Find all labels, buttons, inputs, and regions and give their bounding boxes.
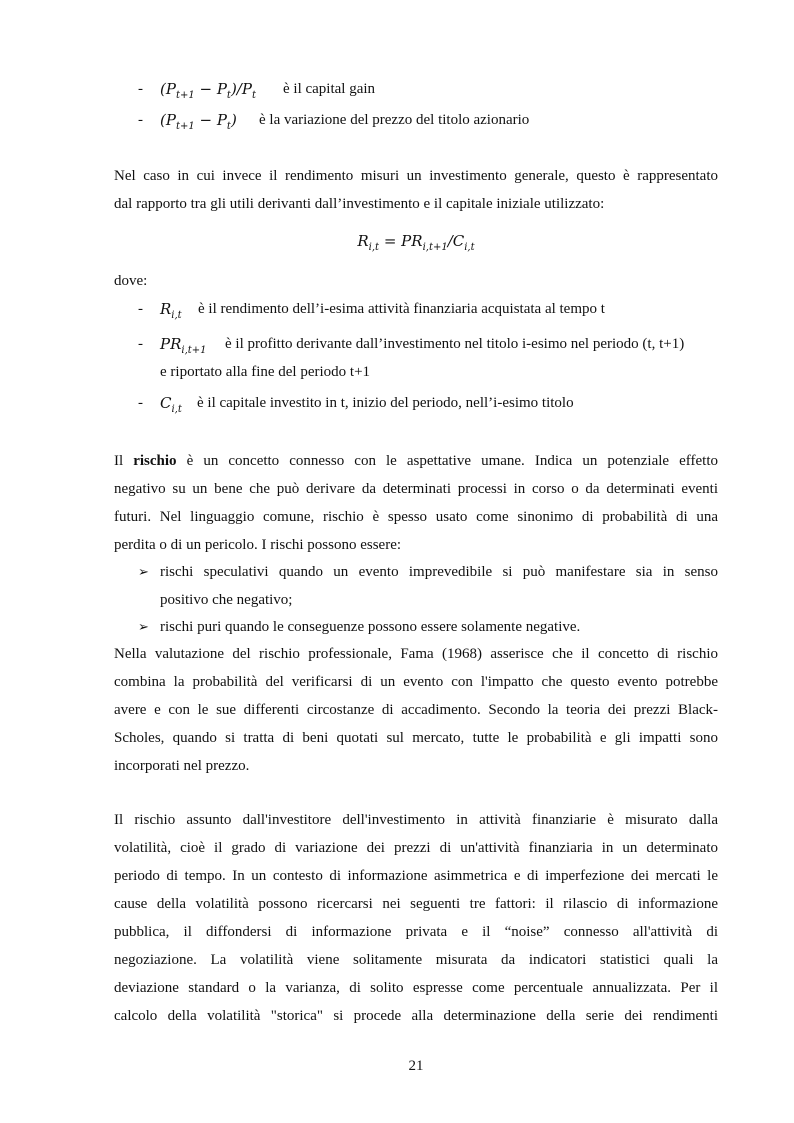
paragraph-line: volatilità, cioè il grado di variazione dei prezzi di un'attività finanziaria in un determinato — [114, 840, 718, 856]
bullet-dash: - — [138, 301, 143, 317]
arrow-bullet-icon: ➢ — [138, 564, 149, 579]
formula: $PR_{i,t+1}$ — [160, 335, 207, 356]
bullet-text: è la variazione del prezzo del titolo azionario — [259, 112, 530, 128]
paragraph-line: cause della volatilità possono ricercarsi nei seguenti tre fattori: il rilascio di informazione — [114, 896, 718, 912]
paragraph-line: pubblica, il diffondersi di informazione privata e il “noise” connesso all'attività di — [114, 924, 718, 940]
bullet-dash: - — [138, 336, 143, 352]
paragraph-line: avere e con le sue differenti circostanze di accadimento. Secondo la teoria dei prezzi Black- — [114, 702, 718, 718]
paragraph-line: negativo su un bene che può derivare da determinati processi in corso o da determinati eventi — [114, 481, 718, 497]
def-text: è il rendimento dell’i-esima attività finanziaria acquistata al tempo t — [198, 301, 605, 317]
equation: $R_{i,t} = PR_{i,t+1}/C_{i,t}$ — [357, 232, 475, 253]
def-text: è il capitale investito in t, inizio del periodo, nell’i-esimo titolo — [197, 395, 574, 411]
price-change-formula: $(P_{t+1} - P_t)$ — [160, 111, 237, 132]
def-text-cont: e riportato alla fine del periodo t+1 — [160, 364, 371, 380]
paragraph-line: Il rischio assunto dall'investitore dell'investimento in attività finanziarie è misurato dalla — [114, 812, 718, 828]
formula — [160, 79, 256, 106]
paragraph-line: combina la probabilità del verificarsi di un evento con l'impatto che questo evento potrebbe — [114, 674, 718, 690]
paragraph-line: Nel caso in cui invece il rendimento misuri un investimento generale, questo è rappresentato — [114, 168, 718, 184]
bullet-dash: - — [138, 395, 143, 411]
arrow-text: rischi speculativi quando un evento imprevedibile si può manifestare sia in senso — [160, 564, 718, 580]
formula: $R_{i,t}$ — [160, 300, 182, 321]
bullet-text: è il capital gain — [283, 81, 376, 97]
paragraph-line: deviazione standard o la varianza, di solito espresse come percentuale annualizzata. Per il — [114, 980, 718, 996]
paragraph-line: calcolo della volatilità "storica" si procede alla determinazione della serie dei rendimenti — [114, 1008, 718, 1024]
page-number: 21 — [408, 1058, 424, 1074]
arrow-text: rischi puri quando le conseguenze possono essere solamente negative. — [160, 619, 581, 635]
bullet-dash: - — [138, 112, 143, 128]
arrow-text-cont: positivo che negativo; — [160, 592, 293, 608]
paragraph-line: Scholes, quando si tratta di beni quotati sul mercato, tutte le probabilità e gli impatti sono — [114, 730, 718, 746]
paragraph-line: dal rapporto tra gli utili derivanti dall’investimento e il capitale iniziale utilizzato: — [114, 196, 605, 212]
dove-label: dove: — [114, 273, 148, 289]
paragraph-line: futuri. Nel linguaggio comune, rischio è spesso usato come sinonimo di probabilità di una — [114, 509, 718, 525]
formula — [160, 110, 237, 137]
paragraph-line: incorporati nel prezzo. — [114, 758, 250, 774]
paragraph-line: Il rischio è un concetto connesso con le aspettative umane. Indica un potenziale effetto — [114, 453, 718, 469]
bullet-dash: - — [138, 81, 143, 97]
def-text: è il profitto derivante dall’investimento nel titolo i-esimo nel periodo (t, t+1) — [225, 336, 685, 352]
rischio-term: rischio — [133, 453, 177, 469]
paragraph-line: negoziazione. La volatilità viene solitamente misurata da indicatori statistici quali la — [114, 952, 718, 968]
paragraph-line: Nella valutazione del rischio professionale, Fama (1968) asserisce che il concetto di rischio — [114, 646, 718, 662]
paragraph-line: perdita o di un pericolo. I rischi possono essere: — [114, 537, 402, 553]
arrow-bullet-icon: ➢ — [138, 619, 149, 634]
capital-gain-formula: $(P_{t+1} - P_t)/P_t$ — [160, 80, 256, 101]
formula: $C_{i,t}$ — [160, 394, 182, 415]
paragraph-line: periodo di tempo. In un contesto di informazione asimmetrica e di imperfezione dei mercati le — [114, 868, 718, 884]
